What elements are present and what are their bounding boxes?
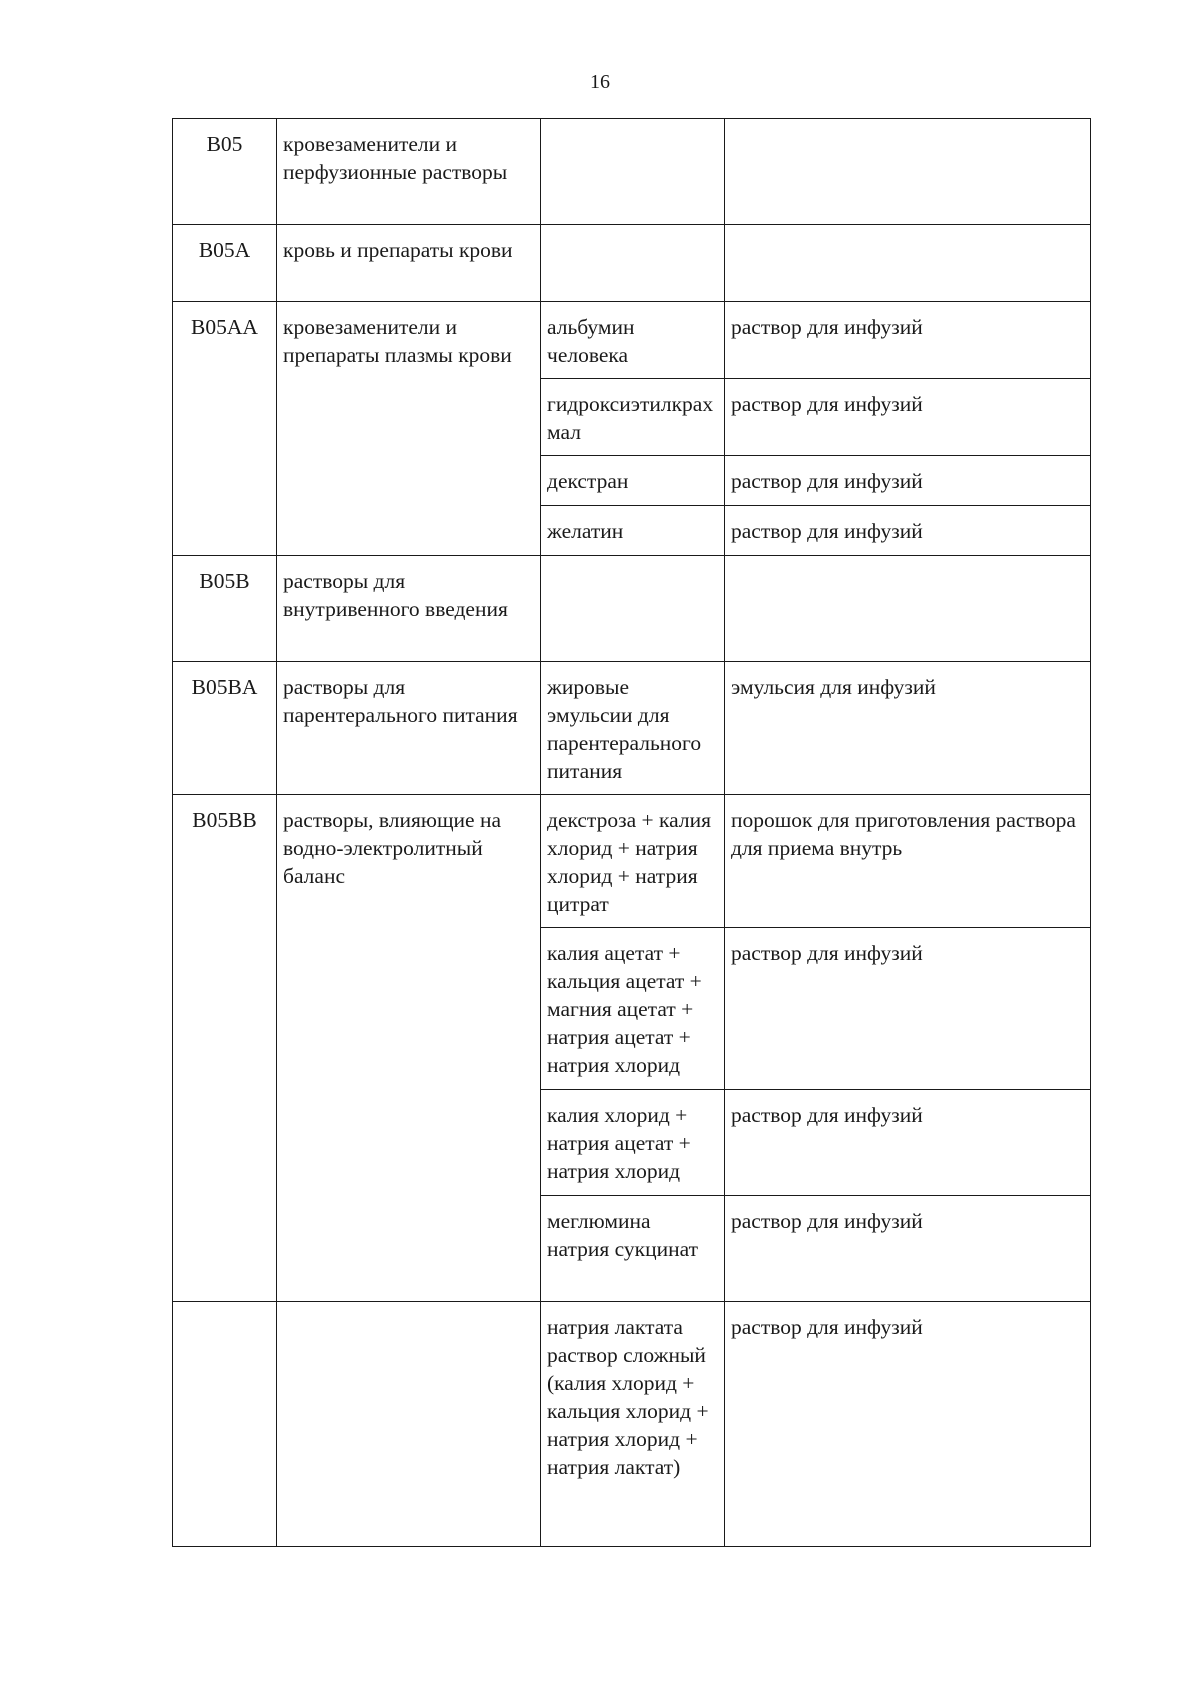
table-row: [173, 119, 1091, 225]
drug-name: [541, 119, 725, 225]
atc-group-name: [277, 1302, 541, 1547]
medication-table: [172, 118, 1091, 1547]
atc-code: B05AA: [173, 302, 277, 556]
drug-name: желатин: [541, 506, 725, 556]
dosage-form: раствор для инфузий: [725, 1090, 1091, 1196]
atc-group-name: растворы для внутривенного введения: [277, 556, 541, 662]
drug-name: гидроксиэтилкрахмал: [541, 379, 725, 456]
atc-code: [173, 1302, 277, 1547]
dosage-form: эмульсия для инфузий: [725, 662, 1091, 795]
table-row: [173, 662, 1091, 795]
dosage-form: [725, 119, 1091, 225]
dosage-form: [725, 556, 1091, 662]
atc-code: B05BA: [173, 662, 277, 795]
atc-group-name: растворы, влияющие на водно-электролитный баланс: [277, 795, 541, 1302]
dosage-form: раствор для инфузий: [725, 506, 1091, 556]
dosage-form: раствор для инфузий: [725, 1302, 1091, 1547]
drug-name: жировые эмульсии для парентерального питания: [541, 662, 725, 795]
page-number: 16: [590, 71, 610, 93]
table-row: [173, 556, 1091, 662]
drug-name: калия хлорид + натрия ацетат + натрия хлорид: [541, 1090, 725, 1196]
atc-code: B05: [173, 119, 277, 225]
atc-group-name: кровь и препараты крови: [277, 225, 541, 302]
dosage-form: раствор для инфузий: [725, 302, 1091, 379]
atc-group-name: кровезаменители и перфузионные растворы: [277, 119, 541, 225]
dosage-form: [725, 225, 1091, 302]
drug-name: натрия лактата раствор сложный (калия хлорид + кальция хлорид + натрия хлорид + натрия лактат): [541, 1302, 725, 1547]
atc-code: B05B: [173, 556, 277, 662]
drug-name: альбумин человека: [541, 302, 725, 379]
atc-group-name: растворы для парентерального питания: [277, 662, 541, 795]
dosage-form: раствор для инфузий: [725, 456, 1091, 506]
dosage-form: порошок для приготовления раствора для приема внутрь: [725, 795, 1091, 928]
atc-group-name: кровезаменители и препараты плазмы крови: [277, 302, 541, 556]
drug-name: меглюмина натрия сукцинат: [541, 1196, 725, 1302]
dosage-form: раствор для инфузий: [725, 1196, 1091, 1302]
drug-name: декстран: [541, 456, 725, 506]
table-row: [173, 1302, 1091, 1547]
drug-name: [541, 556, 725, 662]
dosage-form: раствор для инфузий: [725, 928, 1091, 1090]
table-row: [173, 302, 1091, 379]
atc-code: B05A: [173, 225, 277, 302]
table-row: [173, 225, 1091, 302]
drug-name: декстроза + калия хлорид + натрия хлорид + натрия цитрат: [541, 795, 725, 928]
table-row: [173, 795, 1091, 928]
drug-name: [541, 225, 725, 302]
drug-name: калия ацетат + кальция ацетат + магния ацетат + натрия ацетат + натрия хлорид: [541, 928, 725, 1090]
dosage-form: раствор для инфузий: [725, 379, 1091, 456]
atc-code: B05BB: [173, 795, 277, 1302]
